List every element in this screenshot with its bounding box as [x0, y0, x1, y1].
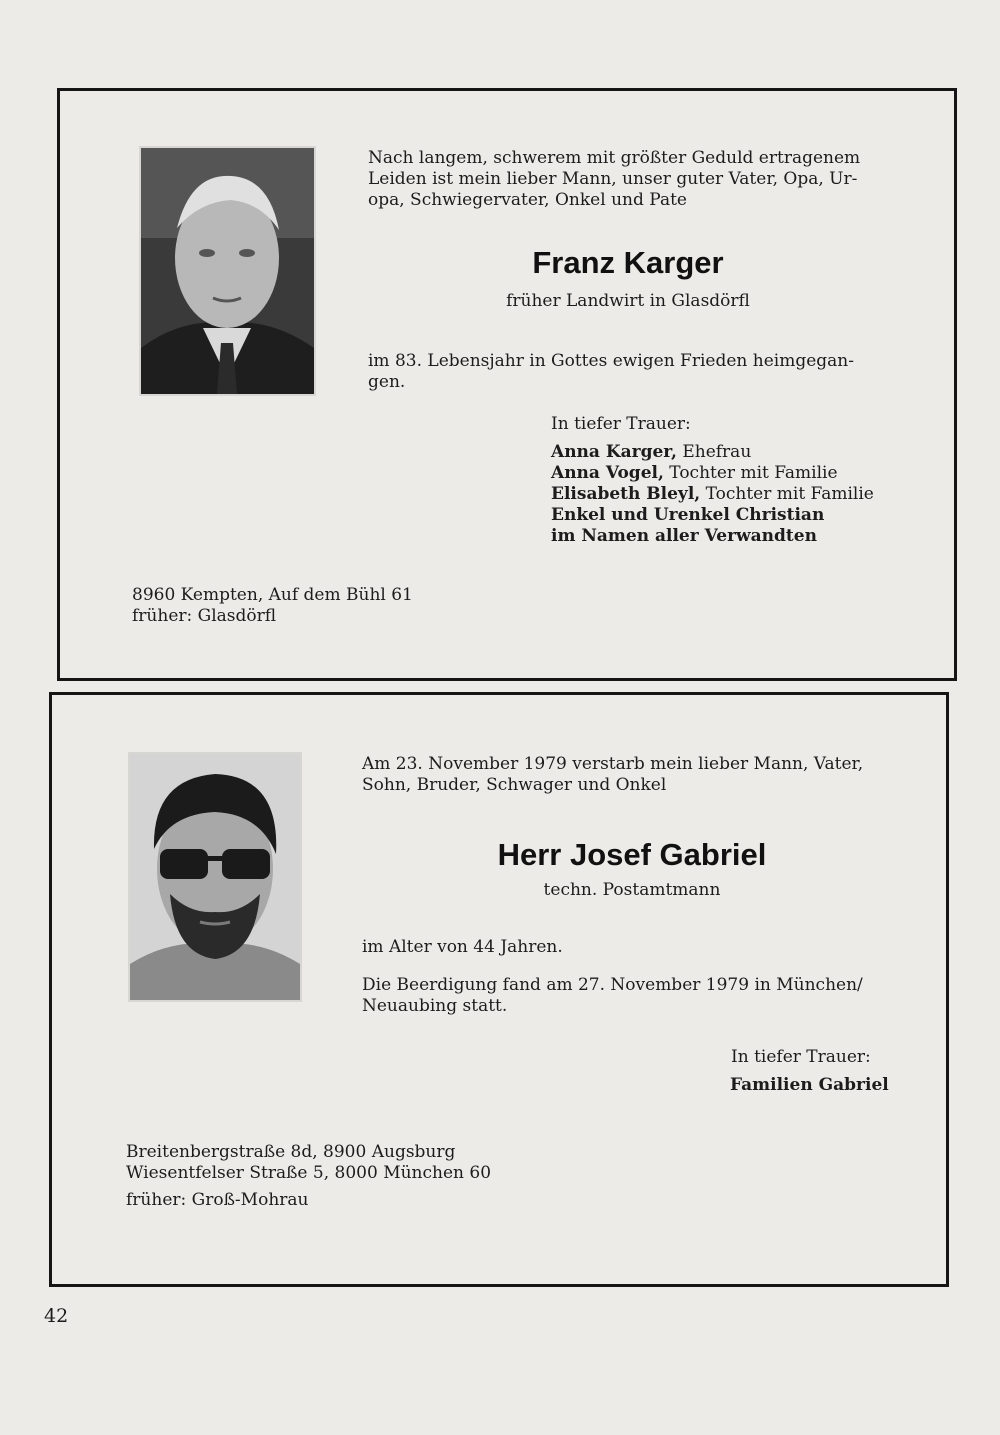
intro-text [368, 148, 908, 211]
portrait-image [130, 754, 300, 1000]
mourner-relation: Tochter mit Familie [705, 484, 874, 504]
mourner-entry: im Namen aller Verwandten [551, 526, 817, 546]
intro-line: opa, Schwiegervater, Onkel und Pate [368, 190, 687, 210]
mourning-heading: In tiefer Trauer: [551, 414, 691, 434]
address-line: Wiesentfelser Straße 5, 8000 München 60 [126, 1163, 492, 1183]
page-number: 42 [44, 1305, 69, 1327]
intro-line: Sohn, Bruder, Schwager und Onkel [362, 775, 667, 795]
address-line: Breitenbergstraße 8d, 8900 Augsburg [126, 1142, 456, 1162]
address-line: früher: Glasdörfl [132, 606, 277, 626]
deceased-name: Herr Josef Gabriel [497, 837, 767, 872]
mourner-relation: Ehefrau [682, 442, 752, 462]
mourner-entry [551, 442, 911, 463]
portrait-photo-franz-karger [139, 146, 316, 396]
mourning-heading: In tiefer Trauer: [731, 1047, 871, 1067]
intro-line: Nach langem, schwerem mit größter Geduld ertragenem [368, 148, 861, 168]
intro-text [362, 754, 922, 796]
mourner-entry: Familien Gabriel [730, 1075, 889, 1095]
mourner-relation: Tochter mit Familie [669, 463, 838, 483]
mourner-entry: Enkel und Urenkel Christian [551, 505, 825, 525]
portrait-image [141, 148, 314, 394]
obituary-franz-karger [57, 88, 957, 681]
deceased-occupation: früher Landwirt in Glasdörfl [506, 291, 750, 311]
address-line: 8960 Kempten, Auf dem Bühl 61 [132, 585, 413, 605]
death-line: gen. [368, 372, 406, 392]
mourner-name: Anna Karger, [551, 442, 677, 462]
age-text: im Alter von 44 Jahren. [362, 937, 563, 957]
death-line: im 83. Lebensjahr in Gottes ewigen Frieden heimgegan- [368, 351, 854, 371]
deceased-name: Franz Karger [532, 245, 724, 280]
mourner-name: Anna Vogel, [551, 463, 664, 483]
funeral-text [362, 975, 922, 1017]
intro-line: Am 23. November 1979 verstarb mein lieber Mann, Vater, [362, 754, 864, 774]
funeral-line: Neuaubing statt. [362, 996, 508, 1016]
address-line: früher: Groß-Mohrau [126, 1190, 309, 1210]
mourner-entry [551, 463, 911, 484]
address-block [126, 1142, 491, 1211]
mourners-list [551, 442, 911, 547]
funeral-line: Die Beerdigung fand am 27. November 1979 in München/ [362, 975, 863, 995]
intro-line: Leiden ist mein lieber Mann, unser guter Vater, Opa, Ur- [368, 169, 858, 189]
mourner-name: Elisabeth Bleyl, [551, 484, 701, 504]
mourner-entry [551, 484, 911, 505]
obituary-josef-gabriel [49, 692, 949, 1287]
address-block [132, 585, 413, 627]
portrait-photo-josef-gabriel [128, 752, 302, 1002]
death-text [368, 351, 908, 393]
deceased-occupation: techn. Postamtmann [543, 880, 721, 900]
